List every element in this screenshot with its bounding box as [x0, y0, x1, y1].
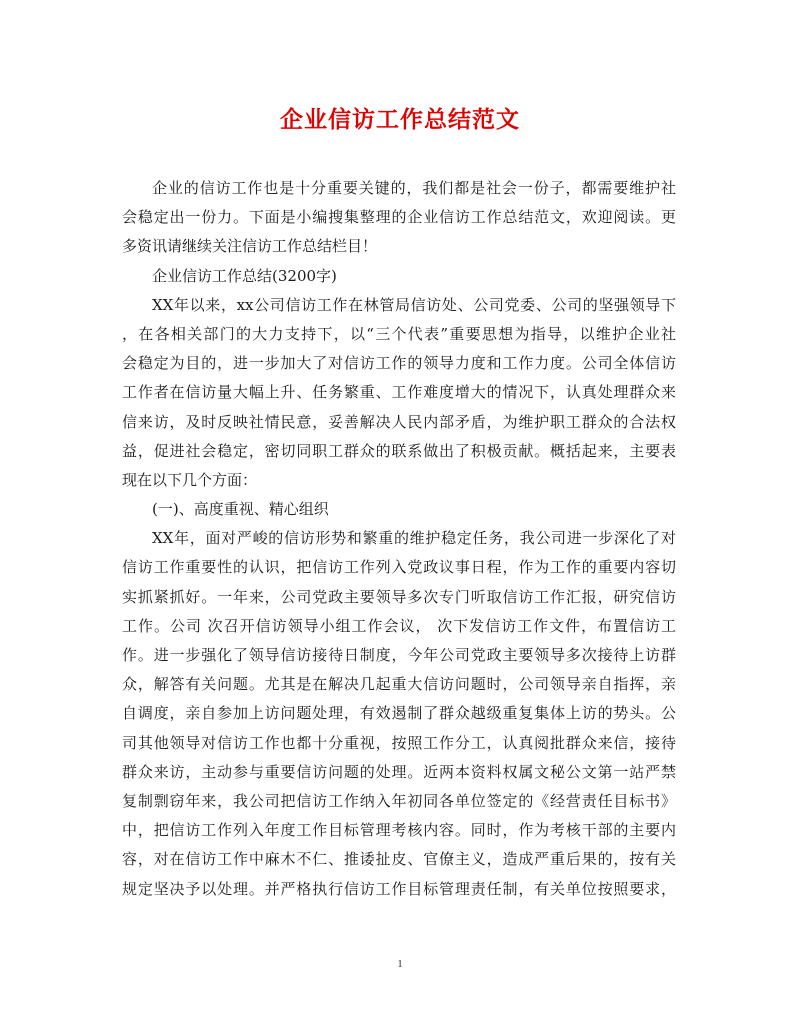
text-line: XX年，面对严峻的信访形势和繁重的维护稳定任务，我公司进一步深化了对 [152, 529, 676, 548]
text-line: 会稳定为目的，进一步加大了对信访工作的领导力度和工作力度。公司全体信访 [122, 354, 676, 373]
text-line: 规定坚决予以处理。并严格执行信访工作目标管理责任制，有关单位按照要求， [122, 879, 676, 898]
text-line: 多资讯请继续关注信访工作总结栏目！ [122, 237, 378, 256]
text-line: 作。进一步强化了领导信访接待日制度，今年公司党政主要领导多次接待上访群 [122, 646, 676, 664]
text-line: 众，解答有关问题。尤其是在解决几起重大信访问题时，公司领导亲自指挥，亲 [122, 675, 676, 694]
text-line: ，在各相关部门的大力支持下，以“三个代表”重要思想为指导，以维护企业社 [122, 324, 676, 343]
text-line: 中，把信访工作列入年度工作目标管理考核内容。同时，作为考核干部的主要内 [122, 821, 676, 840]
document-body [122, 174, 676, 904]
text-line: 群众来访，主动参与重要信访问题的处理。近两本资料权属文秘公文第一站严禁 [122, 762, 676, 781]
text-line: 现在以下几个方面： [122, 470, 258, 489]
text-line: 实抓紧抓好。一年来，公司党政主要领导多次专门听取信访工作汇报，研究信访 [122, 587, 676, 606]
text-line: 复制剽窃年来，我公司把信访工作纳入年初同各单位签定的《经营责任目标书》 [122, 791, 676, 810]
text-line: 司其他领导对信访工作也都十分重视，按照工作分工，认真阅批群众来信，接待 [122, 733, 676, 752]
text-line: 会稳定出一份力。下面是小编搜集整理的企业信访工作总结范文，欢迎阅读。更 [122, 208, 676, 227]
text-line: 益，促进社会稳定，密切同职工群众的联系做出了积极贡献。概括起来，主要表 [122, 441, 676, 460]
text-line: 工作者在信访量大幅上升、任务繁重、工作难度增大的情况下，认真处理群众来 [122, 383, 676, 402]
text-line: 信来访，及时反映社情民意，妥善解决人民内部矛盾，为维护职工群众的合法权 [122, 412, 676, 431]
text-line: 工作。公司 次召开信访领导小组工作会议， 次下发信访工作文件，布置信访工 [122, 616, 676, 635]
text-line: 自调度，亲自参加上访问题处理，有效遏制了群众越级重复集体上访的势头。公 [122, 704, 676, 723]
text-line: 企业的信访工作也是十分重要关键的，我们都是社会一份子，都需要维护社 [152, 179, 676, 197]
text-line: 容，对在信访工作中麻木不仁、推诿扯皮、官僚主义，造成严重后果的，按有关 [122, 850, 676, 869]
text-line: 企业信访工作总结(3200字) [152, 266, 337, 285]
text-line: (一)、高度重视、精心组织 [152, 500, 329, 519]
text-line: XX年以来，xx公司信访工作在林管局信访处、公司党委、公司的坚强领导下 [152, 295, 676, 314]
document-title: 企业信访工作总结范文 [280, 106, 520, 133]
page-number: 1 [397, 958, 403, 970]
text-line: 信访工作重要性的认识，把信访工作列入党政议事日程，作为工作的重要内容切 [122, 558, 676, 577]
